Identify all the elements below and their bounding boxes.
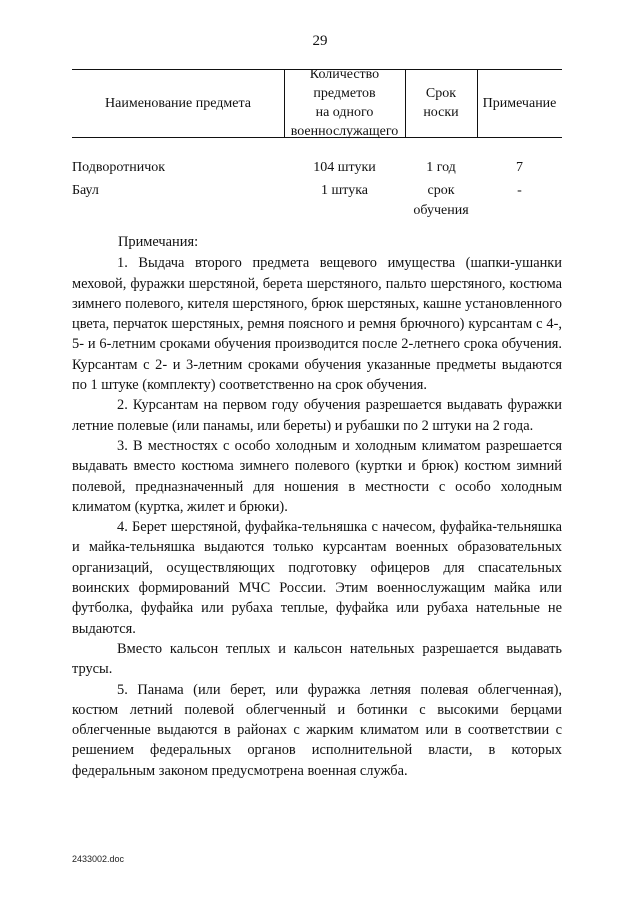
note-paragraph: 5. Панама (или берет, или фуражка летняя полевая облегченная), костюм летний полевой облегченный и ботинки с высокими берцами облегченные выдаются в районах с жарким климатом или в соответствии с решением федеральных органов исполнительной власти, в которых федеральным законом предусмотрена военная служба. (72, 681, 562, 779)
row-note: 7 (516, 160, 523, 175)
page-number: 29 (312, 33, 328, 49)
header-note (477, 69, 562, 137)
header-term (405, 69, 477, 137)
header-quantity-line: военнослужащего (290, 124, 399, 139)
notes-section (72, 232, 562, 781)
document-filename: 2433002.doc (72, 854, 125, 864)
row-quantity: 104 штуки (313, 160, 376, 175)
row-term-line: 1 год (426, 160, 456, 175)
header-name-text: Наименование предмета (105, 95, 251, 111)
note-paragraph: 1. Выдача второго предмета вещевого имущества (шапки-ушанки меховой, фуражки шерстяной, берета шерстяного, пальто шерстяного, костюма зимнего полевого, кителя шерстяного, брюк шерстяных, кашне установленного цвета, перчаток шерстяных, ремня поясного и ремня брючного) курсантам с 4-, 5- и 6-летним сроками обучения производится после 2-летнего срока обучения. Курсантам с 2- и 3-летним сроками обучения указанные предметы выдаются по 1 штуке (комплекту) соответственно на срок обучения. (72, 255, 562, 394)
header-name (72, 69, 284, 137)
row-term-line: срок (427, 183, 455, 198)
row-item-name: Баул (72, 183, 99, 198)
header-term-line: Срок (425, 86, 457, 101)
header-quantity-line: Количество (309, 67, 380, 82)
header-term-line: носки (423, 105, 459, 120)
note-paragraph: 3. В местностях с особо холодным и холодным климатом разрешается выдавать вместо костюма зимнего полевого (куртки и брюк) костюм зимний полевой, предназначенный для ношения в местности с особо холодным климатом (куртка, жилет и брюки). (72, 437, 562, 515)
note-paragraph: 2. Курсантам на первом году обучения разрешается выдавать фуражки летние полевые (или панамы, или береты) и рубашки по 2 штуки на 2 года. (72, 397, 562, 434)
row-item-name: Подворотничок (72, 160, 166, 175)
row-note: - (517, 183, 522, 198)
notes-heading: Примечания: (118, 234, 199, 250)
header-quantity (284, 69, 405, 137)
header-quantity-line: предметов (313, 86, 376, 101)
row-term-line: обучения (413, 203, 469, 218)
row-term (405, 181, 477, 221)
row-quantity: 1 штука (320, 183, 369, 198)
row-term (405, 158, 477, 178)
header-quantity-line: на одного (315, 105, 374, 120)
note-paragraph: 4. Берет шерстяной, фуфайка-тельняшка с начесом, фуфайка-тельняшка и майка-тельняшка выдаются только курсантам военных образовательных организаций, осуществляющих подготовку офицеров для спасательных воинских формирований МЧС России. Этим военнослужащим майка или футболка, фуфайка или рубаха теплые, фуфайка или рубаха нательные не выдаются. (72, 519, 562, 637)
header-note-text: Примечание (482, 95, 557, 111)
note-paragraph: Вместо кальсон теплых и кальсон нательных разрешается выдавать трусы. (72, 640, 562, 678)
